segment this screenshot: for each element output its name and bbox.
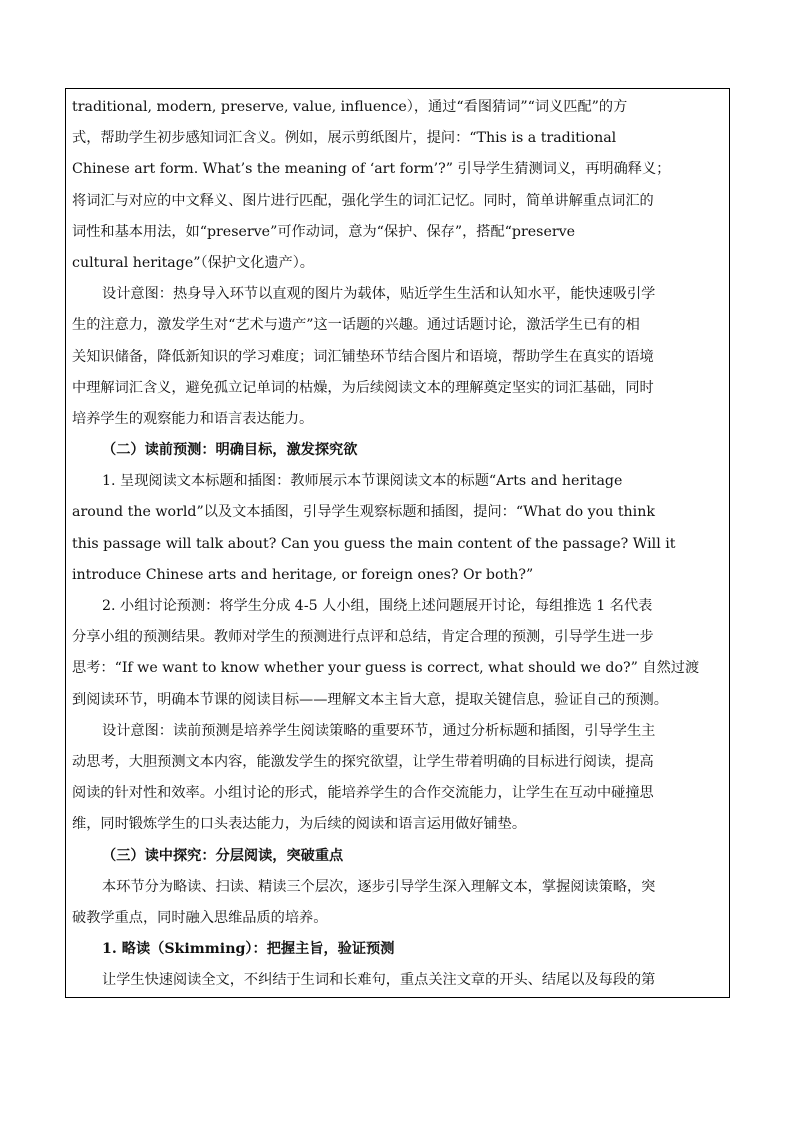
paragraph-line: 中理解词汇含义，避免孤立记单词的枯燥，为后续阅读文本的理解奠定坚实的词汇基础，同时 xyxy=(72,379,654,396)
section-heading-line: （二）读前预测：明确目标，激发探究欲 xyxy=(102,442,358,459)
paragraph-line: this passage will talk about? Can you guess the main content of the passage? Will it xyxy=(72,535,676,552)
paragraph-line: Chinese art form. What’s the meaning of ‘art form’?” 引导学生猜测词义，再明确释义； xyxy=(72,161,671,178)
paragraph-line: traditional, modern, preserve, value, influence），通过“看图猜词”“词义匹配”的方 xyxy=(72,99,628,115)
section-heading-line: （三）读中探究：分层阅读，突破重点 xyxy=(102,847,344,864)
paragraph-line: 分享小组的预测结果。教师对学生的预测进行点评和总结，肯定合理的预测，引导学生进一步 xyxy=(72,629,654,646)
paragraph-line: 本环节分为略读、扫读、精读三个层次，逐步引导学生深入理解文本，掌握阅读策略，突 xyxy=(102,878,656,895)
paragraph-line: 破教学重点，同时融入思维品质的培养。 xyxy=(72,909,328,926)
section-heading-line: 1. 略读（Skimming）：把握主旨，验证预测 xyxy=(102,941,395,958)
lesson-plan-text xyxy=(72,92,728,996)
paragraph-line: 动思考，大胆预测文本内容，能激发学生的探究欲望，让学生带着明确的目标进行阅读，提高 xyxy=(72,753,654,770)
paragraph-line: 词性和基本用法，如“preserve”可作动词，意为“保护、保存”，搭配“preserve xyxy=(72,223,576,240)
paragraph-line: 阅读的针对性和效率。小组讨论的形式，能培养学生的合作交流能力，让学生在互动中碰撞思 xyxy=(72,785,654,802)
paragraph-line: 培养学生的观察能力和语言表达能力。 xyxy=(72,410,314,427)
paragraph-line: 2. 小组讨论预测：将学生分成 4-5 人小组，围绕上述问题展开讨论，每组推选 1 名代表 xyxy=(102,598,653,614)
paragraph-line: 设计意图：读前预测是培养学生阅读策略的重要环节，通过分析标题和插图，引导学生主 xyxy=(102,722,656,739)
paragraph-line: cultural heritage”（保护文化遗产）。 xyxy=(72,254,314,271)
paragraph-line: 生的注意力，激发学生对“艺术与遗产”这一话题的兴趣。通过话题讨论，激活学生已有的相 xyxy=(72,317,640,334)
paragraph-line: 关知识储备，降低新知识的学习难度；词汇铺垫环节结合图片和语境，帮助学生在真实的语境 xyxy=(72,348,654,365)
paragraph-line: introduce Chinese arts and heritage, or foreign ones? Or both?” xyxy=(72,566,534,583)
paragraph-line: 维，同时锻炼学生的口头表达能力，为后续的阅读和语言运用做好铺垫。 xyxy=(72,816,527,833)
paragraph-line: 到阅读环节，明确本节课的阅读目标——理解文本主旨大意，提取关键信息，验证自己的预测。 xyxy=(72,691,668,708)
paragraph-line: 式，帮助学生初步感知词汇含义。例如，展示剪纸图片，提问：“This is a traditional xyxy=(72,130,617,147)
paragraph-line: 思考：“If we want to know whether your guess is correct, what should we do?” 自然过渡 xyxy=(72,660,700,677)
paragraph-line: 将词汇与对应的中文释义、图片进行匹配，强化学生的词汇记忆。同时，简单讲解重点词汇的 xyxy=(72,192,654,209)
paragraph-line: 1. 呈现阅读文本标题和插图：教师展示本节课阅读文本的标题“Arts and heritage xyxy=(102,473,623,490)
paragraph-line: 设计意图：热身导入环节以直观的图片为载体，贴近学生生活和认知水平，能快速吸引学 xyxy=(102,286,656,303)
paragraph-line: 让学生快速阅读全文，不纠结于生词和长难句，重点关注文章的开头、结尾以及每段的第 xyxy=(102,972,656,989)
paragraph-line: around the world”以及文本插图，引导学生观察标题和插图，提问：“What do you think xyxy=(72,504,655,521)
